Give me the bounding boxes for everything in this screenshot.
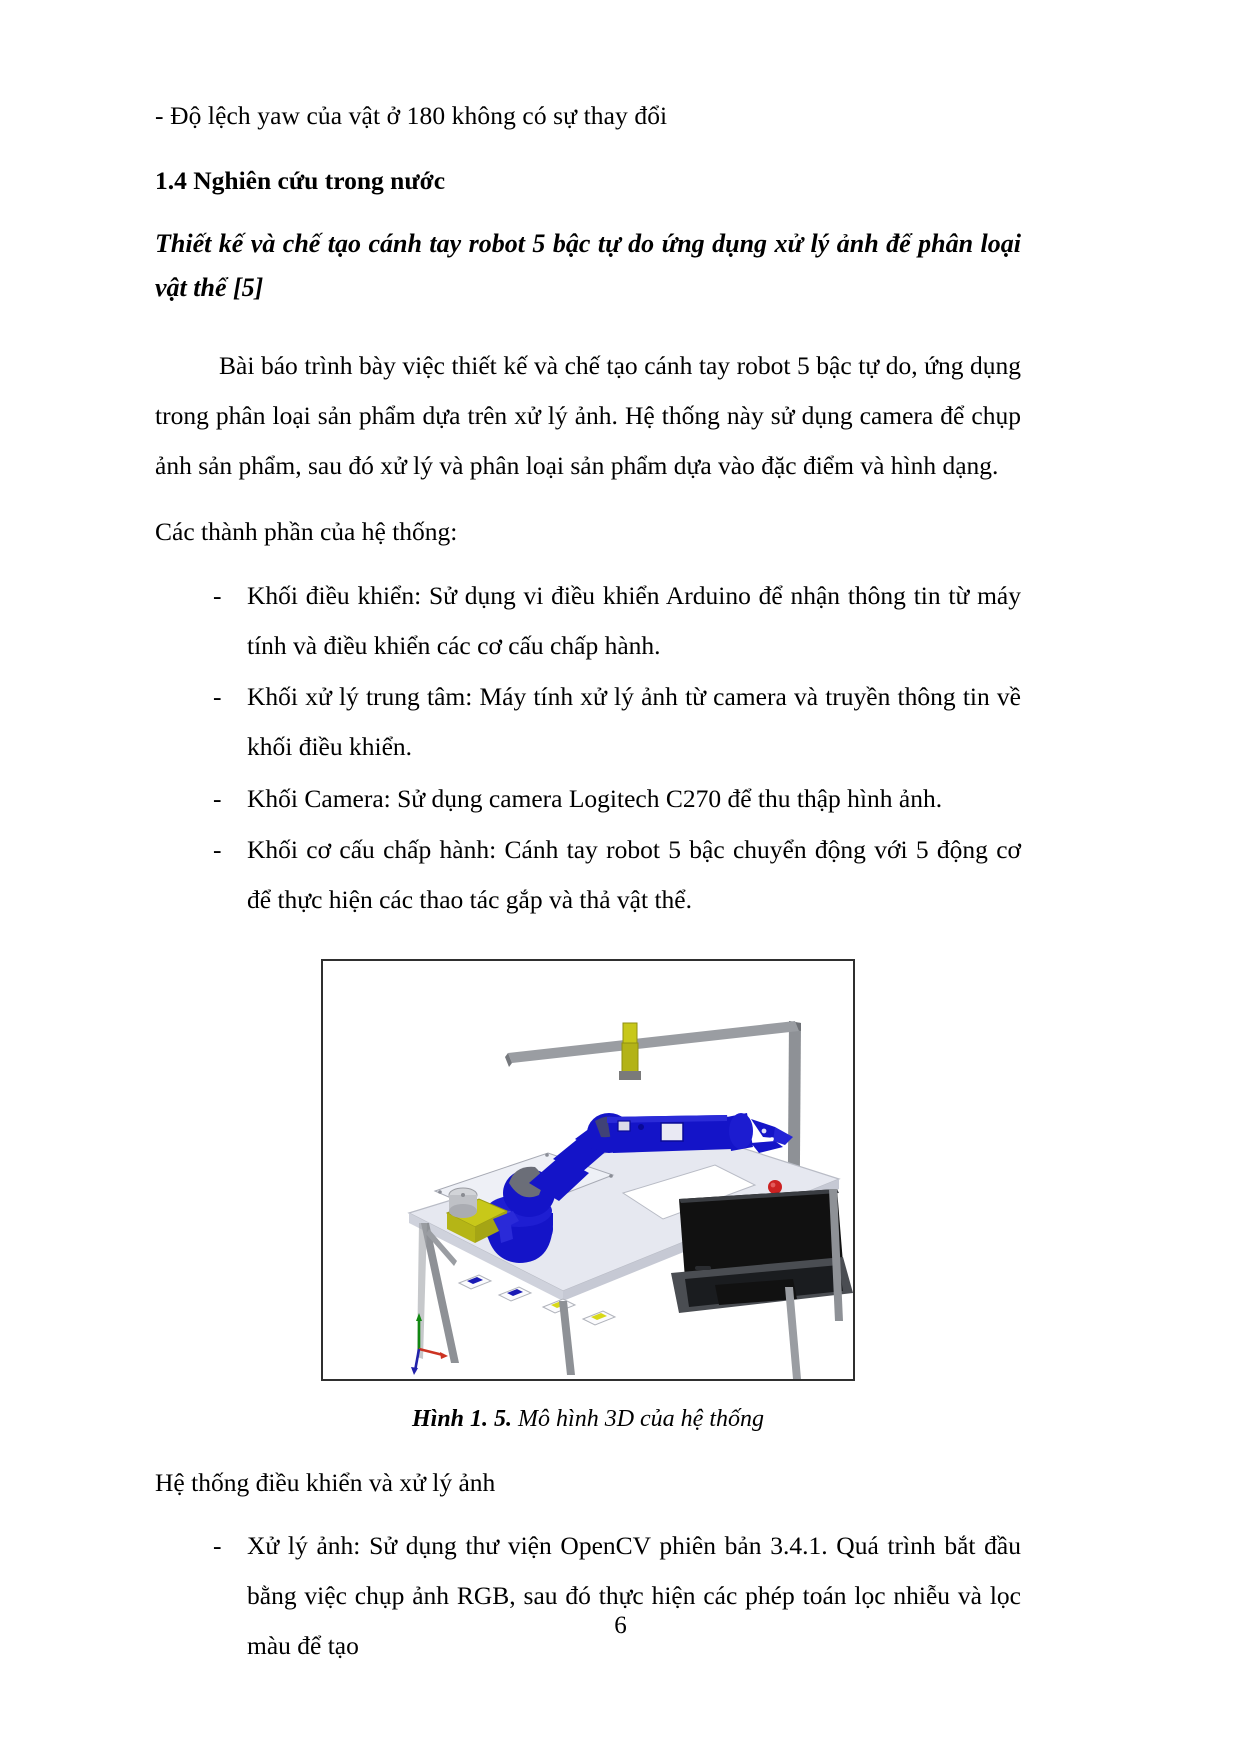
list-item <box>155 774 1021 824</box>
section-heading: 1.4 Nghiên cứu trong nước <box>155 165 446 195</box>
list-item <box>155 825 1021 924</box>
list-item-text: Khối điều khiển: Sử dụng vi điều khiển Arduino để nhận thông tin từ máy tính và điều khiển các cơ cấu chấp hành. <box>247 580 1021 660</box>
list-item-text: Xử lý ảnh: Sử dụng thư viện OpenCV phiên bản 3.4.1. Quá trình bắt đầu bằng việc chụp ảnh RGB, sau đó thực hiện các phép toán lọc nhiễu và lọc màu để tạo <box>247 1531 1021 1660</box>
list-marker: - <box>213 783 222 813</box>
components-lead: Các thành phần của hệ thống: <box>155 517 458 547</box>
figure-3d-illustration <box>323 961 853 1379</box>
paper-title: Thiết kế và chế tạo cánh tay robot 5 bậc tự do ứng dụng xử lý ảnh để phân loại vật thể [5] <box>155 228 1021 303</box>
page-number: 6 <box>614 1612 627 1639</box>
figure-3d-model <box>155 959 1021 1433</box>
figure-caption-number: Hình 1. 5. <box>412 1405 513 1432</box>
list-item <box>155 672 1021 771</box>
list-marker: - <box>213 580 222 610</box>
intro-note: - Độ lệch yaw của vật ở 180 không có sự thay đổi <box>155 101 668 130</box>
list-item-text: Khối xử lý trung tâm: Máy tính xử lý ảnh từ camera và truyền thông tin về khối điều khiển. <box>247 682 1021 761</box>
figure-caption-text: Mô hình 3D của hệ thống <box>512 1405 764 1432</box>
page-content <box>155 96 1021 1672</box>
figure-image-frame <box>321 959 855 1381</box>
components-list <box>155 571 1021 925</box>
control-section-lead: Hệ thống điều khiển và xử lý ảnh <box>155 1467 496 1497</box>
list-marker: - <box>213 682 222 712</box>
list-item <box>155 1521 1021 1670</box>
abstract-paragraph: Bài báo trình bày việc thiết kế và chế tạo cánh tay robot 5 bậc tự do, ứng dụng trong phân loại sản phẩm dựa trên xử lý ảnh. Hệ thống này sử dụng camera để chụp ảnh sản phẩm, sau đó xử lý và phân loại sản phẩm dựa vào đặc điểm và hình dạng. <box>155 351 1021 480</box>
list-marker: - <box>213 835 222 865</box>
list-item-text: Khối cơ cấu chấp hành: Cánh tay robot 5 bậc chuyển động với 5 động cơ để thực hiện các thao tác gắp và thả vật thể. <box>247 835 1021 915</box>
figure-caption <box>155 1406 1021 1433</box>
list-item <box>155 571 1021 670</box>
list-item-text: Khối Camera: Sử dụng camera Logitech C270 để thu thập hình ảnh. <box>247 783 943 813</box>
control-list <box>155 1521 1021 1670</box>
list-marker: - <box>213 1531 222 1561</box>
